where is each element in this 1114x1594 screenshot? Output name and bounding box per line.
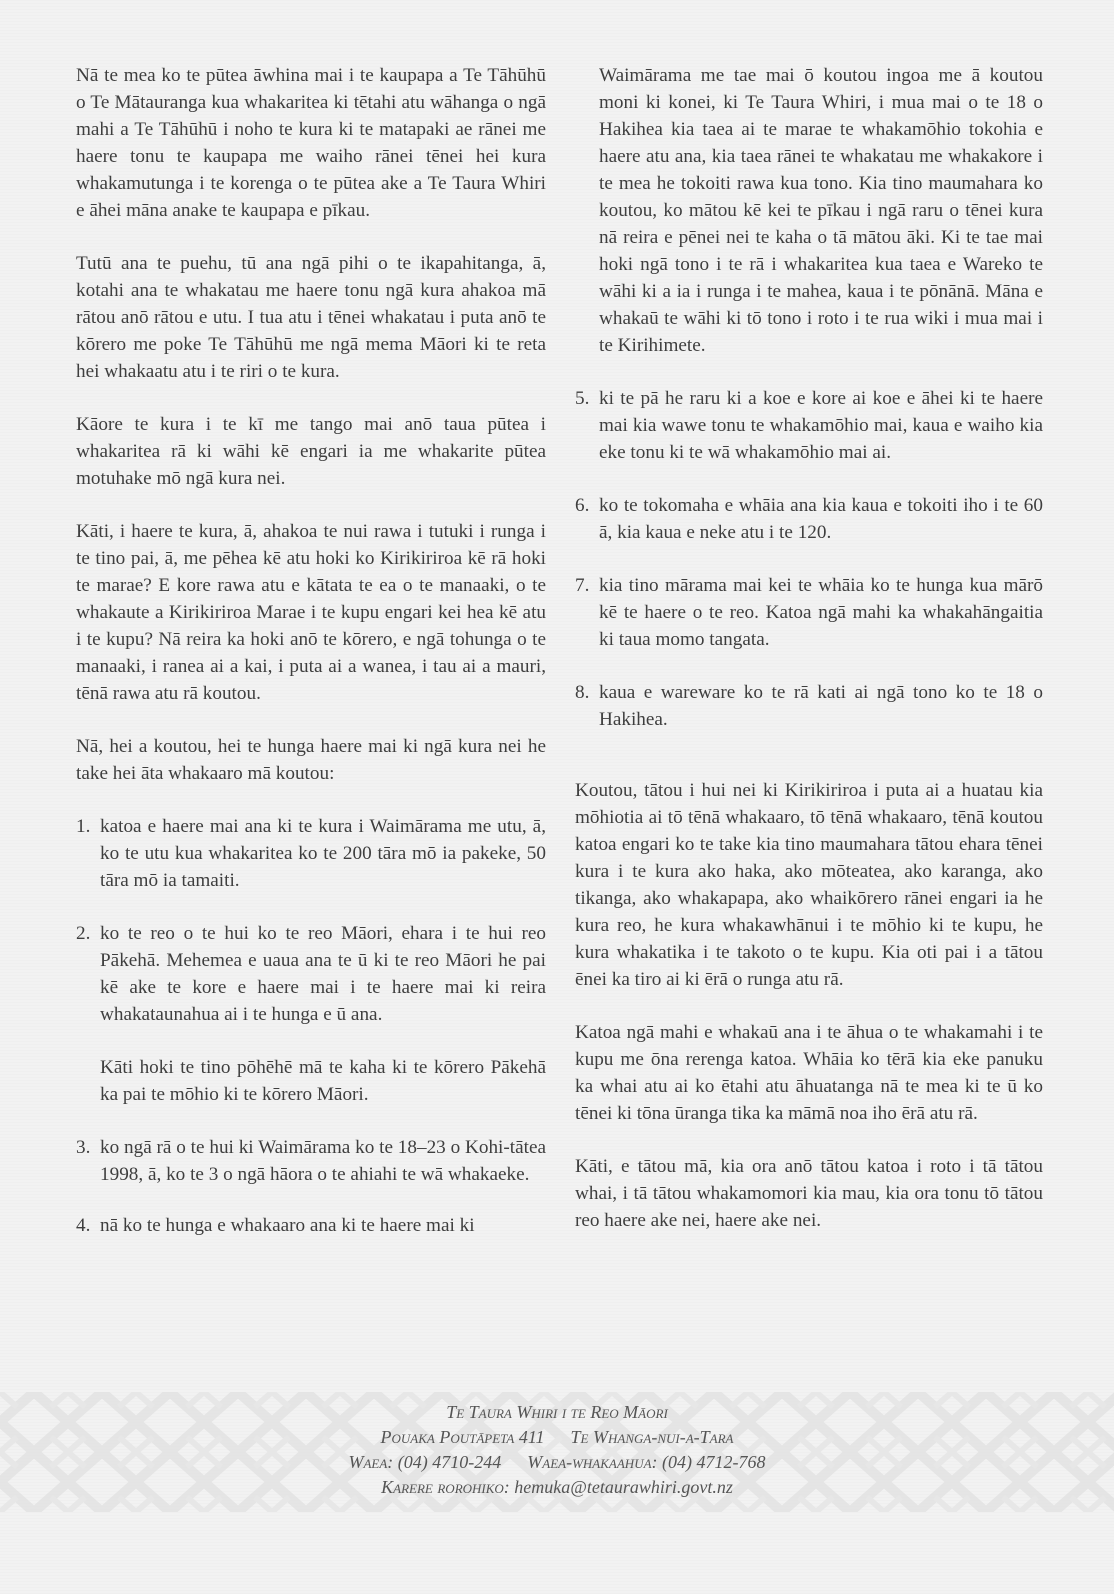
list-item [76,1134,546,1188]
left-numbered-list [76,813,546,1239]
list-item [76,1212,546,1239]
list-item-text: ki te pā he raru ki a koe e kore ai koe e āhei ki te haere mai kia wawe tonu te whakamōhio mai, kaua e waiho kia eke tonu ki te wā whakamōhio mai ai. [599,388,1043,463]
list-item-number: 6. [575,495,590,516]
list-item [575,385,1043,466]
right-paragraph-3: Kāti, e tātou mā, kia ora anō tātou katoa i roto i tā tātou whai, i tā tātou whakamomori kia mau, kia ora tonu tō tātou reo haere ake nei, haere ake nei. [575,1156,1043,1231]
right-paragraph-1: Koutou, tātou i hui nei ki Kirikiriroa i puta ai a huatau kia mōhiotia ai tō tēnā whakaaro, tō tēnā whakaaro, tēnā koutou katoa engari ko te take kia tino maumahara tātou ehara tēnei kura i te kura ako haka, ako mōteatea, ako karanga, ako tikanga, ako whakapapa, ako whaikōrero rānei engari ia he kura reo, he kura whakawhānui i te mōhio ki te kupu, he kura whakatika i te takoto o te kupu. Kia oti pai i a tātou ēnei ka tiro ai ki ērā o runga atu rā. [575,780,1043,990]
list-item-text: ko te reo o te hui ko te reo Māori, ehara i te hui reo Pākehā. Mehemea e uaua ana te ū ki te reo Māori he pai kē ake te kore e haere mai i te haere mai ki reira whakataunahua ai i te hunga e ū ana. [100,923,546,1025]
footer-line-4 [0,1475,1114,1500]
contact-footer [0,1400,1114,1500]
list-item-4-continuation: Waimārama me tae mai ō koutou ingoa me ā koutou moni ki konei, ki Te Taura Whiri, i mua mai o te 18 o Hakihea kia taea ai te marae te whakamōhio tokohia e haere atu ana, kia taea rānei te whakatau me whakakore i te mea he tokoiti rawa kua tono. Kia tino maumahara ko koutou, ko mātou kē kei te pīkau i ngā raru o tēnei kura nā reira e pēnei nei te kaha o tā mātou āki. Ki te tae mai hoki ngā tono i te rā i whakaritea kua taea e Wareko te wāhi ki a ia i runga i te mahea, kaua i te pōnānā. Māna e whakaū te wāhi ki tō tono i roto i te rua wiki i mua mai i te Kirihimete. [599,65,1043,356]
email-address[interactable]: hemuka@tetaurawhiri.govt.nz [514,1477,733,1497]
list-item-text: nā ko te hunga e whakaaro ana ki te haere mai ki [100,1215,475,1236]
left-paragraph-2: Tutū ana te puehu, tū ana ngā pihi o te ikapahitanga, ā, kotahi ana te whakatau me haere tonu ngā kura ahakoa mā rātou anō rātou e utu. I tua atu i tēnei whakatau i puta anō te kōrero me poke Te Tāhūhū me ngā mema Māori ki te reta hei whakaatu atu i te riri o te kura. [76,253,546,382]
right-paragraph-2: Katoa ngā mahi e whakaū ana i te āhua o te whakamahi i te kupu me ōna rerenga katoa. Whāia ko tērā kia eke panuku ka whai atu ai ko ētahi atu āhuatanga nā te mea ki te ū ko tēnei ki tōna ūranga tika ka māmā noa iho ērā atu rā. [575,1022,1043,1124]
list-item [575,679,1043,733]
list-item [76,813,546,894]
list-item-number: 8. [575,682,590,703]
email-label: Karere rorohiko: [381,1477,510,1497]
footer-line-3 [0,1450,1114,1475]
footer-line-1 [0,1400,1114,1425]
phone-label: Waea: [348,1452,394,1472]
postal-box: Pouaka Poutāpeta 411 [380,1427,545,1447]
fax-number: (04) 4712-768 [662,1452,766,1472]
list-item-text: ko te tokomaha e whāia ana kia kaua e tokoiti iho i te 60 ā, kia kaua e neke atu i te 120. [599,495,1043,543]
list-item-text: kia tino mārama mai kei te whāia ko te hunga kua mārō kē te haere o te reo. Katoa ngā mahi ka whakahāngaitia ki taua momo tangata. [599,575,1043,650]
left-paragraph-3: Kāore te kura i te kī me tango mai anō taua pūtea i whakaritea rā ki wāhi kē engari ia me whakarite pūtea motuhake mō ngā kura nei. [76,414,546,489]
list-item-number: 4. [76,1215,91,1236]
footer-line-2 [0,1425,1114,1450]
list-item-text: ko ngā rā o te hui ki Waimārama ko te 18–23 o Kohi-tātea 1998, ā, ko te 3 o ngā hāora o te ahiahi te wā whakaeke. [100,1137,546,1185]
list-item-text: kaua e wareware ko te rā kati ai ngā tono ko te 18 o Hakihea. [599,682,1043,730]
fax-label: Waea-whakaahua: [527,1452,658,1472]
organisation-name: Te Taura Whiri i te Reo Māori [446,1402,668,1422]
phone-number: (04) 4710-244 [397,1452,502,1472]
right-column [575,62,1043,1260]
list-item [76,920,546,1028]
right-numbered-list [575,385,1043,733]
list-item-number: 5. [575,388,590,409]
left-paragraph-5: Nā, hei a koutou, hei te hunga haere mai ki ngā kura nei he take hei āta whakaaro mā koutou: [76,736,546,784]
left-paragraph-4: Kāti, i haere te kura, ā, ahakoa te nui rawa i tutuki i runga i te tino pai, ā, me pēhea kē atu hoki ko Kirikiriroa kē rā hoki te marae? E kore rawa atu e kātata te ea o te manaaki, o te whakaute a Kirikiriroa Marae i te kupu engari kei hea kē atu i te kupu? Nā reira ka hoki anō te kōrero, e ngā tohunga o te manaaki, i ranea ai a kai, i puta ai a wanea, i tau ai a mauri, tēnā rawa atu rā koutou. [76,521,546,704]
list-item-text: Kāti hoki te tino pōhēhē mā te kaha ki te kōrero Pākehā ka pai te mōhio ki te kōrero Māori. [100,1057,546,1105]
list-item-text: katoa e haere mai ana ki te kura i Waimārama me utu, ā, ko te utu kua whakaritea ko te 200 tāra mō ia pakeke, 50 tāra mō ia tamaiti. [100,816,546,891]
list-item-number: 7. [575,575,590,596]
list-item-number: 1. [76,816,91,837]
left-paragraph-1: Nā te mea ko te pūtea āwhina mai i te kaupapa a Te Tāhūhū o Te Mātauranga kua whakaritea ki tētahi atu wāhanga o ngā mahi a Te Tāhūhū i noho te kura ki te matapaki ae rānei me haere tonu te kaupapa me waiho rānei tēnei hei kura whakamutunga i te korenga o te pūtea ake a Te Taura Whiri e āhei māna anake te kaupapa e pīkau. [76,65,546,221]
list-item [575,572,1043,653]
left-column [76,62,546,1265]
list-item-number: 2. [76,923,91,944]
city: Te Whanga-nui-a-Tara [570,1427,734,1447]
list-item-continuation [76,1054,546,1108]
list-item [575,492,1043,546]
list-item-number: 3. [76,1137,91,1158]
